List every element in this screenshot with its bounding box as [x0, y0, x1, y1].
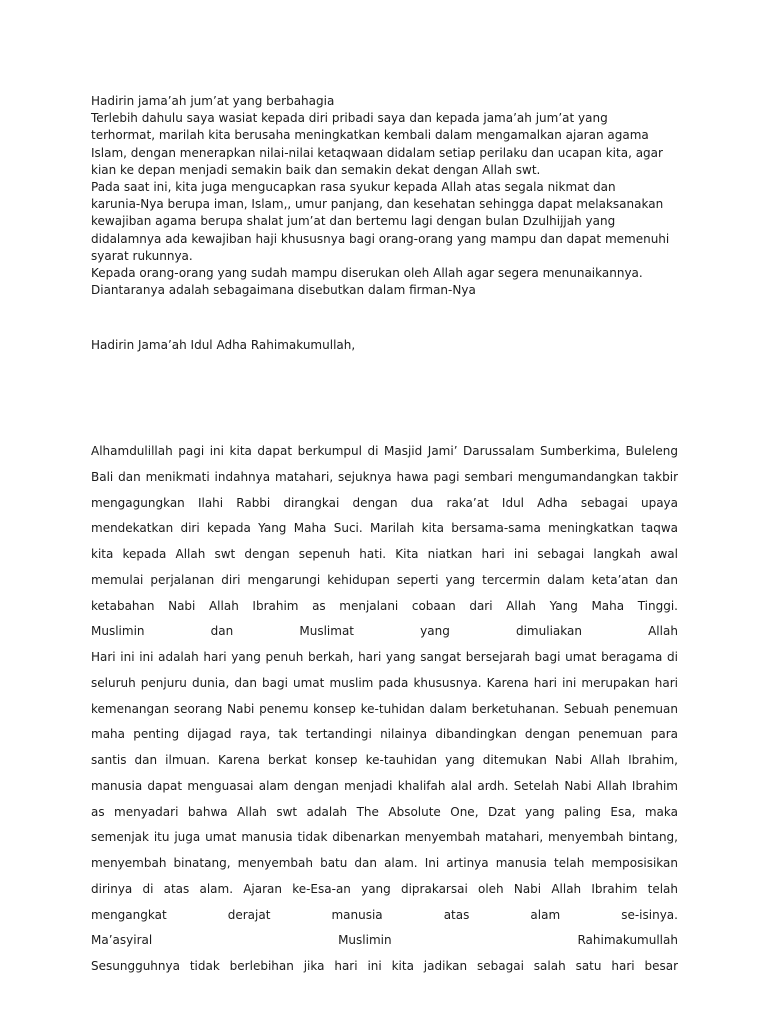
word: yang: [420, 624, 450, 639]
salutation-line: [91, 619, 678, 645]
word: dimuliakan: [515, 624, 582, 639]
text-line: kian ke depan menjadi semakin baik dan semakin dekat dengan Allah swt.: [91, 162, 541, 177]
text-line: Islam, dengan menerapkan nilai-nilai ketaqwaan didalam setiap perilaku dan ucapan kita, agar: [91, 145, 663, 160]
word: se-isinya.: [621, 907, 678, 922]
text-line: memulai perjalanan diri mengarungi kehidupan seperti yang tercermin dalam keta’atan dan: [91, 572, 678, 587]
text-line: mengagungkan Ilahi Rabbi dirangkai dengan dua raka’at Idul Adha sebagai upaya: [91, 495, 678, 510]
text-line: Bali dan menikmati indahnya matahari, sejuknya hawa pagi sembari mengumandangkan takbir: [91, 469, 678, 484]
text-line: karunia-Nya berupa iman, Islam,, umur panjang, dan kesehatan sehingga dapat melaksanakan: [91, 197, 664, 212]
text-line: seluruh penjuru dunia, dan bagi umat muslim pada khususnya. Karena hari ini merupakan hari: [91, 675, 678, 690]
text-line: manusia dapat menguasai alam dengan menjadi khalifah alal ardh. Setelah Nabi Allah Ibrahim: [91, 778, 678, 793]
text-line: mendekatkan diri kepada Yang Maha Suci. Marilah kita bersama-sama meningkatkan taqwa: [91, 521, 678, 536]
salutation-line: [91, 928, 678, 954]
text-line: as menyadari bahwa Allah swt adalah The Absolute One, Dzat yang paling Esa, maka: [91, 804, 678, 819]
text-line: ketabahan Nabi Allah Ibrahim as menjalani cobaan dari Allah Yang Maha Tinggi.: [91, 598, 678, 613]
text-line: didalamnya ada kewajiban haji khususnya bagi orang-orang yang mampu dan dapat memenuhi: [91, 231, 670, 246]
word: Ma’asyiral: [91, 933, 153, 948]
text-line: kemenangan seorang Nabi penemu konsep ke-tuhidan dalam berketuhanan. Sebuah penemuan: [91, 701, 678, 716]
text-line: Diantaranya adalah sebagaimana disebutkan dalam firman-Nya: [91, 283, 476, 298]
text-line: maha penting dijagad raya, tak tertandingi nilainya dibandingkan dengan penemuan para: [91, 727, 678, 742]
word: dan: [210, 624, 234, 639]
text-line-spread: [91, 903, 678, 929]
word: mengangkat: [91, 907, 167, 922]
word: Muslimin: [338, 933, 392, 948]
word: manusia: [331, 907, 383, 922]
word: Muslimat: [299, 624, 355, 639]
text-line: terhormat, marilah kita berusaha meningkatkan kembali dalam mengamalkan ajaran agama: [91, 128, 649, 143]
sermon-body-paragraph: [91, 439, 678, 980]
text-line: Sesungguhnya tidak berlebihan jika hari ini kita jadikan sebagai salah satu hari besar: [91, 959, 678, 973]
text-line: Hari ini ini adalah hari yang penuh berkah, hari yang sangat bersejarah bagi umat beragama di: [91, 650, 678, 664]
word: derajat: [227, 907, 271, 922]
text-line: santis dan ilmuan. Karena berkat konsep ke-tauhidan yang ditemukan Nabi Allah Ibrahim,: [91, 753, 678, 767]
text-line: menyembah binatang, menyembah batu dan alam. Ini artinya manusia telah memposisikan: [91, 856, 678, 870]
text-line: semenjak itu juga umat manusia tidak dibenarkan menyembah matahari, menyembah bintang,: [91, 830, 678, 845]
text-line: syarat rukunnya.: [91, 248, 193, 263]
word: alam: [530, 907, 561, 922]
text-line: Kepada orang-orang yang sudah mampu diserukan oleh Allah agar segera menunaikannya.: [91, 266, 643, 281]
text-line: kita kepada Allah swt dengan sepenuh hati. Kita niatkan hari ini sebagai langkah awal: [91, 547, 678, 561]
sermon-opening-paragraph: [91, 93, 678, 299]
text-line: dirinya di atas alam. Ajaran ke-Esa-an yang diprakarsai oleh Nabi Allah Ibrahim telah: [91, 881, 678, 896]
word: Muslimin: [91, 624, 145, 639]
text-line: Terlebih dahulu saya wasiat kepada diri pribadi saya dan kepada jama’ah jum’at yang: [91, 111, 608, 126]
word: Allah: [648, 624, 678, 639]
word: atas: [443, 907, 470, 922]
word: Rahimakumullah: [577, 933, 678, 948]
text-line: Alhamdulillah pagi ini kita dapat berkumpul di Masjid Jami’ Darussalam Sumberkima, Buleleng: [91, 444, 678, 458]
greeting-line: Hadirin jama’ah jum’at yang berbahagia: [91, 94, 335, 108]
text-line: Pada saat ini, kita juga mengucapkan rasa syukur kepada Allah atas segala nikmat dan: [91, 180, 616, 195]
text-line: kewajiban agama berupa shalat jum’at dan bertemu lagi dengan bulan Dzulhijjah yang: [91, 214, 616, 229]
idul-adha-greeting: Hadirin Jama’ah Idul Adha Rahimakumullah,: [91, 338, 356, 352]
